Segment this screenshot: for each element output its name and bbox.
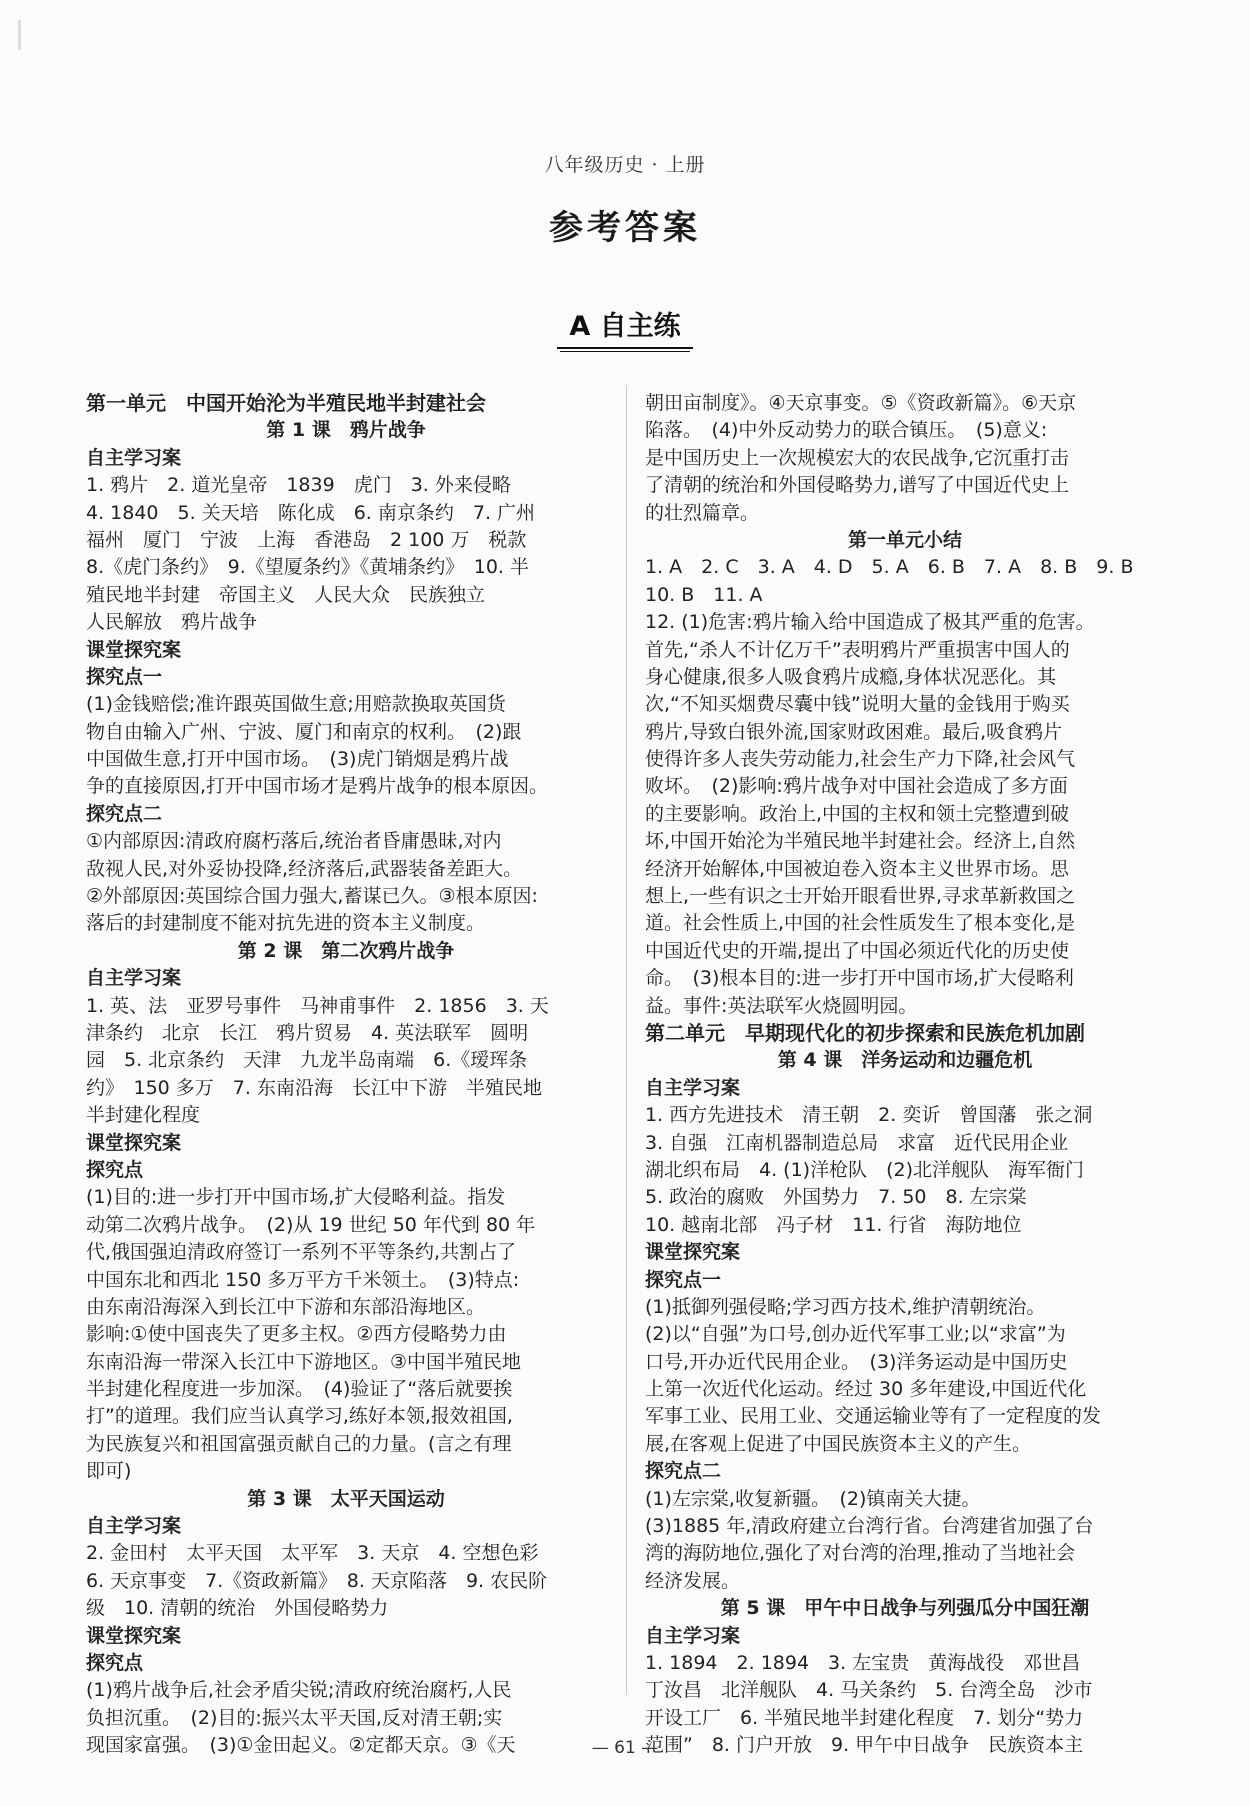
answer-line: 2. 金田村 太平天国 太平军 3. 天京 4. 空想色彩: [86, 1542, 539, 1565]
answer-line: 1. 英、法 亚罗号事件 马神甫事件 2. 1856 3. 天: [86, 994, 549, 1017]
answer-line: 1. A 2. C 3. A 4. D 5. A 6. B 7. A 8. B 9. B: [645, 556, 1134, 579]
section-heading-text: A 自主练: [557, 304, 692, 349]
subsection-heading: 探究点一: [86, 665, 163, 688]
answer-line: 想上,一些有识之士开始开眼看世界,寻求革新救国之: [645, 885, 1076, 908]
lesson-heading: 第 4 课 洋务运动和边疆危机: [777, 1049, 1033, 1072]
answer-line: (2)以“自强”为口号,创办近代军事工业;以“求富”为: [645, 1323, 1066, 1346]
answer-line: (1)抵御列强侵略;学习西方技术,维护清朝统治。: [645, 1295, 1046, 1318]
answer-line: (1)目的:进一步打开中国市场,扩大侵略利益。指发: [86, 1186, 506, 1209]
answer-line: 1. 西方先进技术 清王朝 2. 奕䜣 曾国藩 张之洞: [645, 1104, 1093, 1127]
column-divider: [626, 385, 627, 1695]
answer-line: 益。事件:英法联军火烧圆明园。: [645, 994, 918, 1017]
page-title: 参考答案: [549, 208, 701, 248]
answer-line: 鸦片,导致白银外流,国家财政困难。最后,吸食鸦片: [645, 720, 1063, 743]
answer-line: 打”的道理。我们应当认真学习,练好本领,报效祖国,: [86, 1405, 513, 1428]
subsection-heading: 自主学习案: [86, 1515, 182, 1538]
answer-line: 湖北织布局 4. (1)洋枪队 (2)北洋舰队 海军衙门: [645, 1158, 1084, 1181]
answer-line: 为民族复兴和祖国富强贡献自己的力量。(言之有理: [86, 1432, 512, 1455]
answer-line: 影响:①使中国丧失了更多主权。②西方侵略势力由: [86, 1323, 507, 1346]
answer-line: 使得许多人丧失劳动能力,社会生产力下降,社会风气: [645, 748, 1076, 771]
answer-line: 丁汝昌 北洋舰队 4. 马关条约 5. 台湾全岛 沙市: [645, 1679, 1093, 1702]
lesson-heading: 第 5 课 甲午中日战争与列强瓜分中国狂潮: [720, 1597, 1090, 1620]
lesson-heading: 第 3 课 太平天国运动: [247, 1487, 445, 1510]
right-column: [645, 390, 1165, 1760]
answer-line: 8.《虎门条约》 9.《望厦条约》《黄埔条约》 10. 半: [86, 556, 530, 579]
answer-line: 半封建化程度: [86, 1104, 201, 1127]
answer-line: 范围” 8. 门户开放 9. 甲午中日战争 民族资本主: [645, 1734, 1084, 1757]
answer-line: 现国家富强。 (3)①金田起义。②定都天京。③《天: [86, 1734, 516, 1757]
subsection-heading: 课堂探究案: [86, 1624, 182, 1647]
answer-line: 命。 (3)根本目的:进一步打开中国市场,扩大侵略利: [645, 967, 1074, 990]
answer-line: 负担沉重。 (2)目的:振兴太平天国,反对清王朝;实: [86, 1706, 503, 1729]
answer-line: 级 10. 清朝的统治 外国侵略势力: [86, 1597, 389, 1620]
answer-line: 坏,中国开始沦为半殖民地半封建社会。经济上,自然: [645, 830, 1076, 853]
answer-line: 上第一次近代化运动。经过 30 多年建设,中国近代化: [645, 1378, 1087, 1401]
book-subject-header: 八年级历史 · 上册: [544, 154, 706, 176]
answer-line: 即可): [86, 1460, 132, 1483]
section-heading: [0, 304, 1250, 349]
answer-line: 5. 政治的腐败 外国势力 7. 50 8. 左宗棠: [645, 1186, 1027, 1209]
answer-line: 1. 鸦片 2. 道光皇帝 1839 虎门 3. 外来侵略: [86, 474, 511, 497]
answer-line: 殖民地半封建 帝国主义 人民大众 民族独立: [86, 583, 486, 606]
answer-line: 身心健康,很多人吸食鸦片成瘾,身体状况恶化。其: [645, 665, 1057, 688]
answer-line: 了清朝的统治和外国侵略势力,谱写了中国近代史上: [645, 474, 1070, 497]
answer-line: (1)鸦片战争后,社会矛盾尖锐;清政府统治腐朽,人民: [86, 1679, 512, 1702]
answer-line: 朝田亩制度》。④天京事变。⑤《资政新篇》。⑥天京: [645, 392, 1077, 414]
answer-line: 半封建化程度进一步加深。 (4)验证了“落后就要挨: [86, 1378, 513, 1401]
answer-line: 争的直接原因,打开中国市场才是鸦片战争的根本原因。: [86, 775, 549, 798]
answer-line: 福州 厦门 宁波 上海 香港岛 2 100 万 税款: [86, 528, 527, 551]
answer-line: 是中国历史上一次规模宏大的农民战争,它沉重打击: [645, 446, 1070, 469]
answer-line: 园 5. 北京条约 天津 九龙半岛南端 6.《瑷珲条: [86, 1049, 528, 1072]
subsection-heading: 课堂探究案: [86, 638, 182, 661]
answer-line: (1)左宗棠,收复新疆。 (2)镇南关大捷。: [645, 1487, 981, 1510]
answer-line: 津条约 北京 长江 鸦片贸易 4. 英法联军 圆明: [86, 1021, 529, 1044]
answer-line: 败坏。 (2)影响:鸦片战争对中国社会造成了多方面: [645, 775, 1068, 798]
subsection-heading: 探究点二: [86, 802, 163, 825]
subsection-heading: 探究点二: [645, 1460, 722, 1483]
answer-line: 物自由输入广州、宁波、厦门和南京的权利。 (2)跟: [86, 720, 522, 743]
answer-line: 代,俄国强迫清政府签订一系列不平等条约,共割占了: [86, 1241, 517, 1264]
lesson-heading: 第一单元小结: [847, 528, 962, 551]
answer-line: 12. (1)危害:鸦片输入给中国造成了极其严重的危害。: [645, 611, 1095, 634]
answer-line: 首先,“杀人不计亿万千”表明鸦片严重损害中国人的: [645, 638, 1070, 661]
subsection-heading: 自主学习案: [645, 1076, 741, 1099]
subsection-heading: 探究点一: [645, 1268, 722, 1291]
answer-line: ②外部原因:英国综合国力强大,蓄谋已久。③根本原因:: [86, 885, 538, 908]
answer-line: 军事工业、民用工业、交通运输业等有了一定程度的发: [645, 1405, 1102, 1428]
answer-line: 中国近代史的开端,提出了中国必须近代化的历史使: [645, 939, 1070, 962]
answer-line: 经济发展。: [645, 1569, 741, 1592]
answer-line: 人民解放 鸦片战争: [86, 611, 258, 634]
answer-line: 展,在客观上促进了中国民族资本主义的产生。: [645, 1432, 1032, 1455]
lesson-heading: 第 2 课 第二次鸦片战争: [237, 939, 455, 962]
answer-line: 的壮烈篇章。: [645, 501, 760, 524]
answer-line: 道。社会性质上,中国的社会性质发生了根本变化,是: [645, 912, 1076, 935]
answer-line: 10. 越南北部 冯子材 11. 行省 海防地位: [645, 1213, 1022, 1236]
answer-line: 1. 1894 2. 1894 3. 左宝贵 黄海战役 邓世昌: [645, 1651, 1081, 1674]
answer-line: 的主要影响。政治上,中国的主权和领土完整遭到破: [645, 802, 1070, 825]
subsection-heading: 自主学习案: [86, 967, 182, 990]
answer-line: 3. 自强 江南机器制造总局 求富 近代民用企业: [645, 1131, 1069, 1154]
answer-line: ①内部原因:清政府腐朽落后,统治者昏庸愚昧,对内: [86, 830, 502, 853]
answer-line: 落后的封建制度不能对抗先进的资本主义制度。: [86, 912, 486, 935]
answer-line: 10. B 11. A: [645, 583, 763, 606]
subsection-heading: 探究点: [86, 1651, 144, 1674]
subsection-heading: 课堂探究案: [645, 1241, 741, 1264]
answer-line: 次,“不知买烟费尽囊中钱”说明大量的金钱用于购买: [645, 693, 1070, 716]
answer-line: 敌视人民,对外妥协投降,经济落后,武器装备差距大。: [86, 857, 523, 880]
answer-line: 由东南沿海深入到长江中下游和东部沿海地区。: [86, 1295, 486, 1318]
page-number: — 61 —: [591, 1738, 659, 1758]
answer-line: 6. 天京事变 7.《资政新篇》 8. 天京陷落 9. 农民阶: [86, 1569, 548, 1592]
scan-mark: [18, 20, 21, 50]
unit-heading: 第二单元 早期现代化的初步探索和民族危机加剧: [645, 1020, 1085, 1045]
subsection-heading: 自主学习案: [86, 446, 182, 469]
left-column: [86, 390, 606, 1760]
answer-line: 湾的海防地位,强化了对台湾的治理,推动了当地社会: [645, 1542, 1076, 1565]
answer-line: 动第二次鸦片战争。 (2)从 19 世纪 50 年代到 80 年: [86, 1213, 536, 1236]
unit-heading: 第一单元 中国开始沦为半殖民地半封建社会: [86, 391, 486, 415]
answer-line: 经济开始解体,中国被迫卷入资本主义世界市场。思: [645, 857, 1070, 880]
answer-line: 4. 1840 5. 关天培 陈化成 6. 南京条约 7. 广州: [86, 501, 536, 524]
subsection-heading: 自主学习案: [645, 1624, 741, 1647]
answer-line: 东南沿海一带深入长江中下游地区。③中国半殖民地: [86, 1350, 522, 1373]
lesson-heading: 第 1 课 鸦片战争: [266, 419, 426, 442]
answer-line: 中国东北和西北 150 多万平方千米领土。 (3)特点:: [86, 1268, 520, 1291]
answer-line: (3)1885 年,清政府建立台湾行省。台湾建省加强了台: [645, 1515, 1094, 1538]
answer-line: 陷落。 (4)中外反动势力的联合镇压。 (5)意义:: [645, 419, 1048, 442]
subsection-heading: 探究点: [86, 1158, 144, 1181]
answer-line: 约》 150 多万 7. 东南沿海 长江中下游 半殖民地: [86, 1076, 542, 1099]
answer-line: 中国做生意,打开中国市场。 (3)虎门销烟是鸦片战: [86, 748, 509, 771]
answer-line: 口号,开办近代民用企业。 (3)洋务运动是中国历史: [645, 1350, 1068, 1373]
answer-line: (1)金钱赔偿;准许跟英国做生意;用赔款换取英国货: [86, 693, 506, 716]
answer-line: 开设工厂 6. 半殖民地半封建化程度 7. 划分“势力: [645, 1706, 1084, 1729]
subsection-heading: 课堂探究案: [86, 1131, 182, 1154]
